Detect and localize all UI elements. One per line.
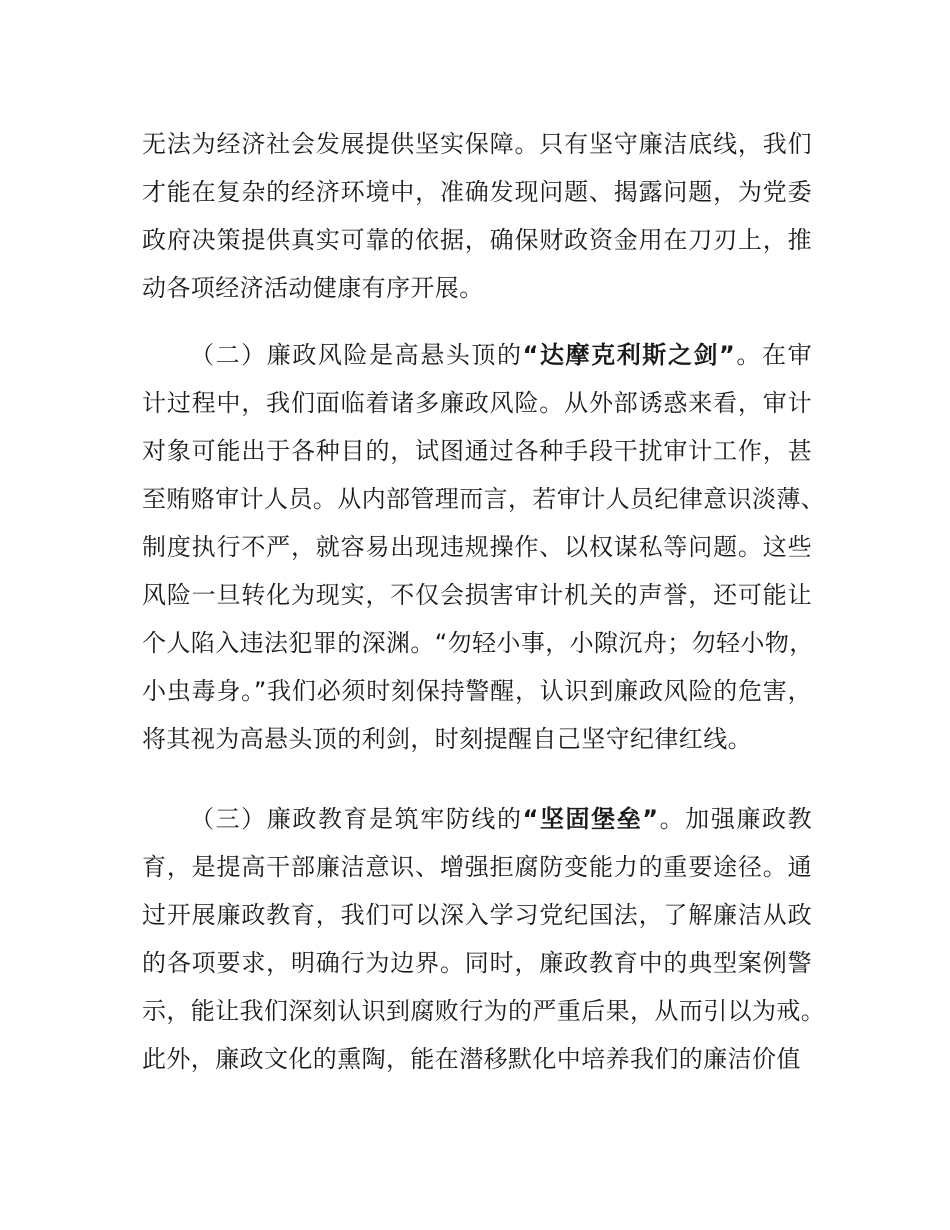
paragraph-line: 小虫毒身。”我们必须时刻保持警醒，认识到廉政风险的危害， xyxy=(142,677,812,705)
paragraph-line: 无法为经济社会发展提供坚实保障。只有坚守廉洁底线，我们 xyxy=(142,130,812,158)
heading-suffix: 。加强廉政教 xyxy=(658,805,812,833)
heading-emphasis: “达摩克利斯之剑” xyxy=(522,341,736,369)
paragraph-line: 至贿赂审计人员。从内部管理而言，若审计人员纪律意识淡薄、 xyxy=(142,485,826,513)
paragraph-2 xyxy=(142,331,826,763)
paragraph-line: 此外，廉政文化的熏陶，能在潜移默化中培养我们的廉洁价值 xyxy=(142,1045,801,1073)
paragraph-line: 风险一旦转化为现实，不仅会损害审计机关的声誉，还可能让 xyxy=(142,581,812,609)
heading-emphasis: “坚固堡垒” xyxy=(522,805,659,833)
paragraph-line: 制度执行不严，就容易出现违规操作、以权谋私等问题。这些 xyxy=(142,533,812,561)
paragraph-line: 过开展廉政教育，我们可以深入学习党纪国法，了解廉洁从政 xyxy=(142,901,812,929)
paragraph-line: 将其视为高悬头顶的利剑，时刻提醒自己坚守纪律红线。 xyxy=(142,725,752,753)
section-heading-line xyxy=(142,795,812,843)
paragraph-line: 的各项要求，明确行为边界。同时，廉政教育中的典型案例警 xyxy=(142,949,812,977)
paragraph-line: 对象可能出于各种目的，试图通过各种手段干扰审计工作，甚 xyxy=(142,437,812,465)
paragraph-line: 才能在复杂的经济环境中，准确发现问题、揭露问题，为党委 xyxy=(142,178,812,206)
paragraph-1 xyxy=(142,120,812,312)
heading-prefix: （二）廉政风险是高悬头顶的 xyxy=(190,341,523,369)
paragraph-line: 动各项经济活动健康有序开展。 xyxy=(142,274,484,302)
paragraph-line: 育，是提高干部廉洁意识、增强拒腐防变能力的重要途径。通 xyxy=(142,853,812,881)
paragraph-line: 示，能让我们深刻认识到腐败行为的严重后果，从而引以为戒。 xyxy=(142,997,826,1025)
paragraph-line: 计过程中，我们面临着诸多廉政风险。从外部诱惑来看，审计 xyxy=(142,389,812,417)
paragraph-3 xyxy=(142,795,826,1083)
heading-suffix: 。在审 xyxy=(735,341,813,369)
heading-prefix: （三）廉政教育是筑牢防线的 xyxy=(190,805,523,833)
paragraph-line: 个人陷入违法犯罪的深渊。“勿轻小事，小隙沉舟；勿轻小物， xyxy=(142,629,814,657)
paragraph-line: 政府决策提供真实可靠的依据，确保财政资金用在刀刃上，推 xyxy=(142,226,812,254)
section-heading-line xyxy=(142,331,812,379)
